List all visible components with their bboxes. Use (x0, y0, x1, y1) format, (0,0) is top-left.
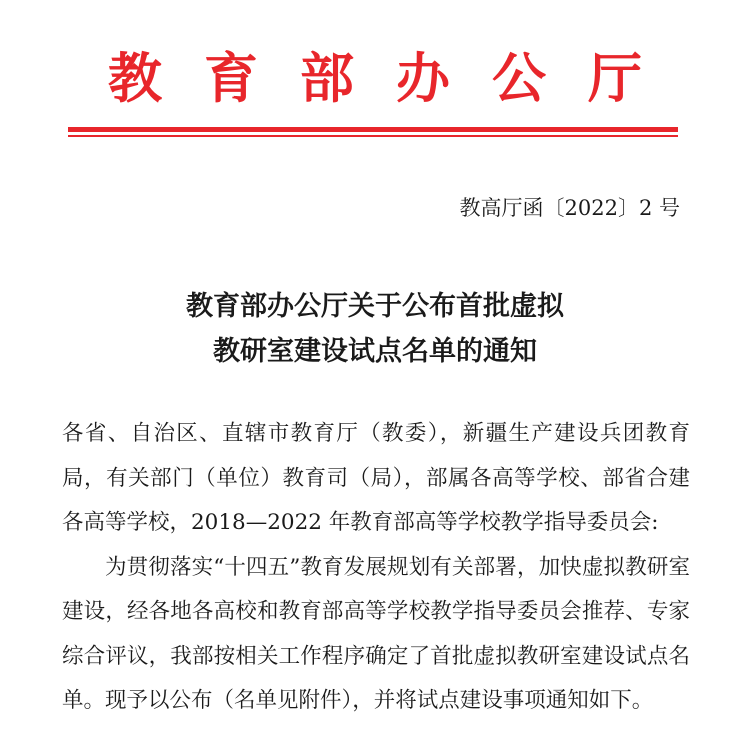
masthead-char: 办 (396, 46, 450, 110)
title-line-2: 教研室建设试点名单的通知 (213, 336, 537, 367)
title-line-1: 教育部办公厅关于公布首批虚拟 (186, 291, 564, 322)
red-divider-thick (68, 127, 678, 132)
document-body (62, 412, 690, 724)
red-divider-thin (68, 135, 678, 137)
document-title (0, 284, 750, 374)
masthead-char: 厅 (588, 46, 642, 110)
masthead (0, 38, 750, 118)
masthead-char: 教 (108, 46, 162, 110)
masthead-char: 公 (492, 46, 546, 110)
masthead-char: 部 (300, 46, 354, 110)
document-number: 教高厅函〔2022〕2 号 (459, 196, 680, 220)
body-paragraph: 为贯彻落实“十四五”教育发展规划有关部署，加快虚拟教研室建设，经各地各高校和教育部高等学校教学指导委员会推荐、专家综合评议，我部按相关工作程序确定了首批虚拟教研室建设试点名单。现予以公布（名单见附件），并将试点建设事项通知如下。 (62, 554, 690, 713)
masthead-char: 育 (204, 46, 258, 110)
salutation: 各省、自治区、直辖市教育厅（教委），新疆生产建设兵团教育局，有关部门（单位）教育司（局），部属各高等学校、部省合建各高等学校，2018—2022 年教育部高等学校教学指导委员会: (62, 421, 690, 535)
